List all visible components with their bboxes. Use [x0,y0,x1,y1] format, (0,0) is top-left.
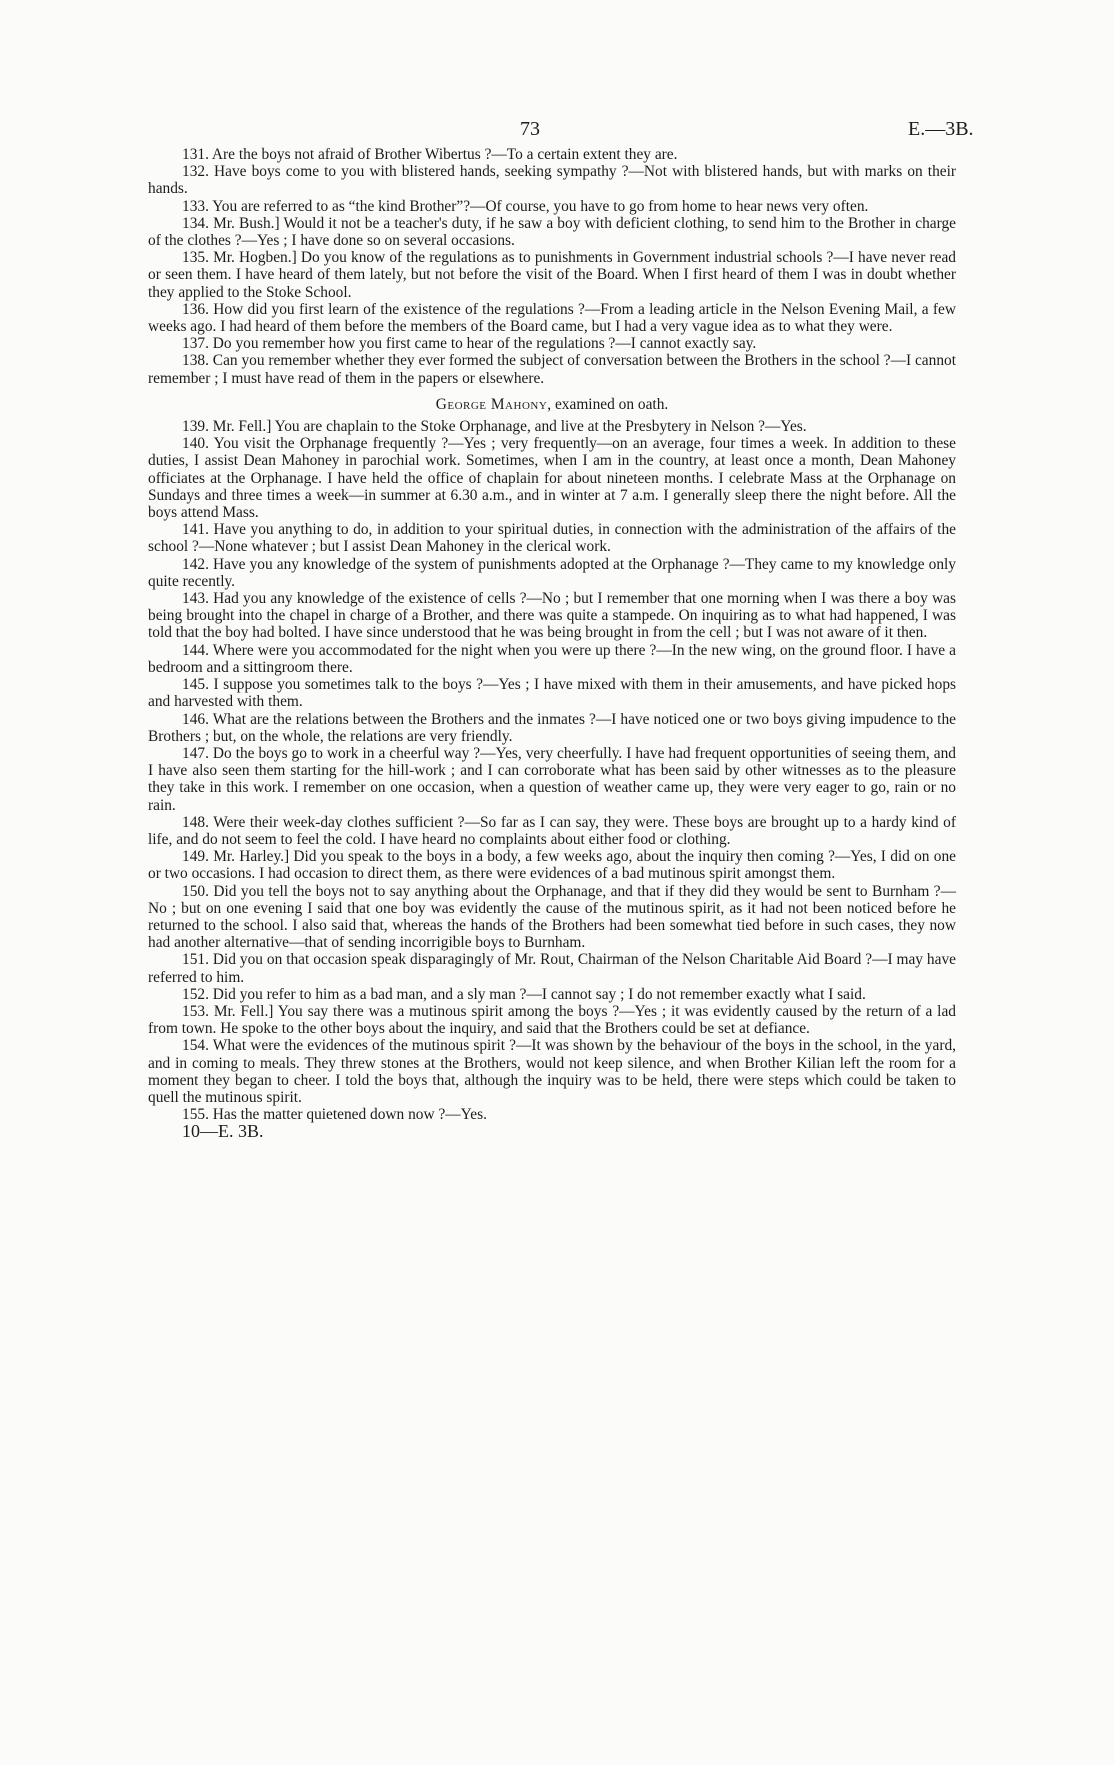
question-answer-paragraph: 152. Did you refer to him as a bad man, and a sly man ?—I cannot say ; I do not remember exactly what I said. [182,985,866,1003]
question-answer-paragraph: 151. Did you on that occasion speak disparagingly of Mr. Rout, Chairman of the Nelson Charitable Aid Board ?—I may have referred to him. [148,951,956,986]
question-answer-paragraph: 141. Have you anything to do, in addition to your spiritual duties, in connection with the administration of the affairs of the school ?—None whatever ; but I assist Dean Mahoney in the clerical work. [148,521,956,556]
question-answer-paragraph: 155. Has the matter quietened down now ?—Yes. [182,1106,487,1124]
question-answer-paragraph: 132. Have boys come to you with blistered hands, seeking sympathy ?—Not with blistered hands, but with marks on their hands. [148,163,956,198]
question-answer-paragraph: 136. How did you first learn of the existence of the regulations ?—From a leading article in the Nelson Evening Mail, a few weeks ago. I had heard of them before the members of the Board came, but I had a very vague idea as to what they were. [148,300,956,336]
question-answer-paragraph: 146. What are the relations between the Brothers and the inmates ?—I have noticed one or two boys giving impudence to the Brothers ; but, on the whole, the relations are very friendly. [148,710,956,745]
document-reference: E.—3B. [908,118,974,140]
question-answer-paragraph: 149. Mr. Harley.] Did you speak to the boys in a body, a few weeks ago, about the inquiry then coming ?—Yes, I did on one or two occasions. I had occasion to direct them, as there were evidences of a bad mutinous spirit amongst them. [148,848,956,883]
question-answer-paragraph: 154. What were the evidences of the mutinous spirit ?—It was shown by the behaviour of the boys in the school, in the yard, and in coming to meals. They threw stones at the Brothers, would not keep silence, and when Brother Kilian left the room for a moment they began to cheer. I told the boys that, although the inquiry was to be held, there were steps which could be taken to quell the mutinous spirit. [148,1037,956,1106]
witness-name: George Mahony [435,395,548,413]
page-number: 73 [520,118,540,140]
question-answer-paragraph: 138. Can you remember whether they ever formed the subject of conversation between the Brothers in the school ?—I cannot remember ; I must have read of them in the papers or elsewhere. [148,352,956,387]
question-answer-paragraph: 143. Had you any knowledge of the existence of cells ?—No ; but I remember that one morning when I was there a boy was being brought into the chapel in charge of a Brother, and there was quite a stampede. On inquiring as to what had happened, I was told that the boy had bolted. I have since understood that he was being brought in from the cell ; but I was not aware of it then. [148,590,956,642]
section-examination-continued [148,146,956,387]
question-answer-paragraph: 142. Have you any knowledge of the system of punishments adopted at the Orphanage ?—They came to my knowledge only quite recently. [148,555,956,590]
question-answer-paragraph: 140. You visit the Orphanage frequently ?—Yes ; very frequently—on an average, four times a week. In addition to these duties, I assist Dean Mahoney in parochial work. Sometimes, when I am in the country, at least once a month, Dean Mahoney officiates at the Orphanage. I have held the office of chaplain for about nineteen months. I celebrate Mass at the Orphanage on Sundays and three times a week—in summer at 6.30 a.m., and in winter at 7 a.m. I generally sleep there the night before. All the boys attend Mass. [148,435,956,522]
question-answer-paragraph: 131. Are the boys not afraid of Brother Wibertus ?—To a certain extent they are. [182,146,678,163]
question-answer-paragraph: 147. Do the boys go to work in a cheerful way ?—Yes, very cheerfully. I have had frequent opportunities of seeing them, and I have also seen them starting for the hill-work ; and I can corroborate what has been said by other witnesses as to the pleasure they take in this work. I remember on one occasion, when a question of weather came up, they were very eager to go, rain or no rain. [148,744,956,814]
question-answer-paragraph: 148. Were their week-day clothes sufficient ?—So far as I can say, they were. These boys are brought up to a hardy kind of life, and do not seem to feel the cold. I have heard no complaints about either food or clothing. [148,813,956,848]
page-body [148,146,956,1141]
question-answer-paragraph: 139. Mr. Fell.] You are chaplain to the Stoke Orphanage, and live at the Presbytery in Nelson ?—Yes. [182,418,807,436]
question-answer-paragraph: 133. You are referred to as “the kind Brother”?—Of course, you have to go from home to hear news very often. [182,197,869,215]
question-answer-paragraph: 137. Do you remember how you first came to hear of the regulations ?—I cannot exactly say. [182,335,757,353]
witness-heading-suffix: , examined on oath. [547,395,669,413]
question-answer-paragraph: 150. Did you tell the boys not to say anything about the Orphanage, and that if they did they would be sent to Burnham ?—No ; but on one evening I said that one boy was evidently the cause of the mutinous spirit, as it had not been noticed before he returned to the school. I also said that, whereas the hands of the Brothers had been somewhat tied before in such cases, they now had another alternative—that of sending incorrigible boys to Burnham. [148,882,956,952]
question-answer-paragraph: 145. I suppose you sometimes talk to the boys ?—Yes ; I have mixed with them in their amusements, and have picked hops and harvested with them. [148,676,956,711]
question-answer-paragraph: 134. Mr. Bush.] Would it not be a teacher's duty, if he saw a boy with deficient clothing, to send him to the Brother in charge of the clothes ?—Yes ; I have done so on several occasions. [148,214,956,250]
witness-heading [148,396,956,413]
signature-mark: 10—E. 3B. [182,1121,264,1142]
question-answer-paragraph: 153. Mr. Fell.] You say there was a mutinous spirit among the boys ?—Yes ; it was evidently caused by the return of a lad from town. He spoke to the other boys about the inquiry, and said that the Brothers could be set at defiance. [148,1002,956,1038]
question-answer-paragraph: 135. Mr. Hogben.] Do you know of the regulations as to punishments in Government industrial schools ?—I have never read or seen them. I have heard of them lately, but not before the visit of the Board. When I first heard of them I was in doubt whether they applied to the Stoke School. [148,249,956,301]
section-mahony-examination [148,418,956,1123]
question-answer-paragraph: 144. Where were you accommodated for the night when you were up there ?—In the new wing, on the ground floor. I have a bedroom and a sittingroom there. [148,641,956,676]
page-header [0,118,1114,148]
